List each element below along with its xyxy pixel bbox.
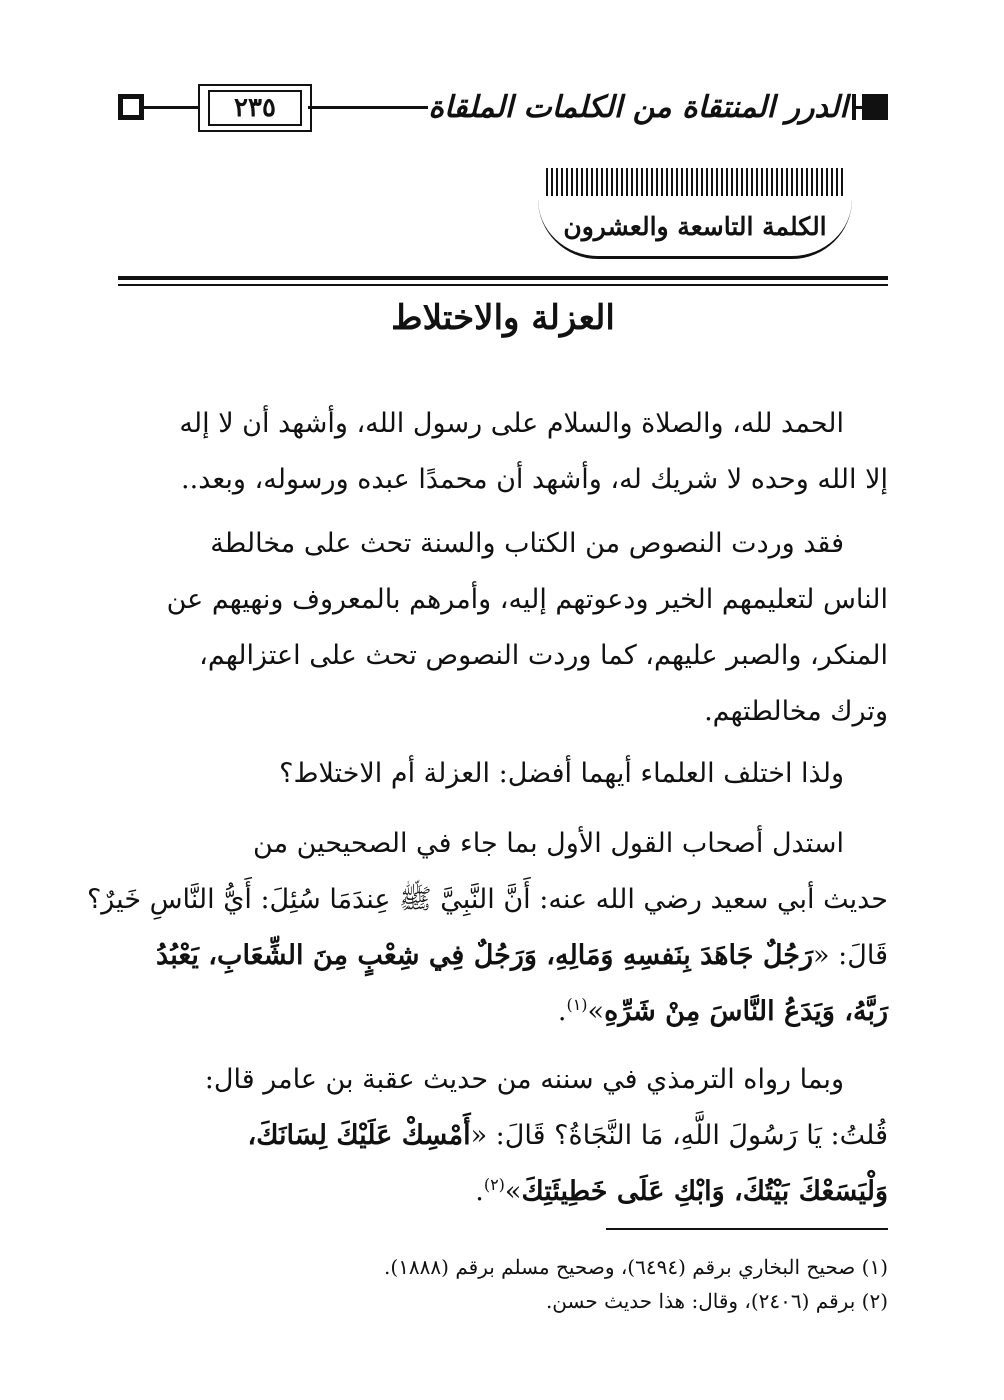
text-run: قُلتُ: يَا رَسُولَ اللَّهِ، مَا النَّجَاةُ؟ قَالَ: « [470, 1120, 888, 1151]
text-run: » [504, 1176, 522, 1207]
page-number-frame [198, 84, 312, 132]
text-line: المنكر، والصبر عليهم، كما وردت النصوص تحث على اعتزالهم، [199, 640, 888, 671]
chapter-title: العزلة والاختلاط [391, 298, 615, 338]
text-line: حديث أبي سعيد رضي الله عنه: أَنَّ النَّبِيَّ ﷺ عِندَمَا سُئِلَ: أَيُّ النَّاسِ خَيرٌ؟ [86, 884, 888, 915]
hadith-quote: وَلْيَسَعْكَ بَيْتُكَ، وَابْكِ عَلَى خَطِيئَتِكَ [521, 1176, 888, 1207]
paragraph-texts [118, 516, 888, 740]
text-line [118, 1164, 888, 1220]
footnote-rule [606, 1228, 888, 1230]
footnote: (٢) برقم (٢٤٠٦)، وقال: هذا حديث حسن. [545, 1289, 888, 1313]
header-end-ornament [862, 94, 888, 120]
paragraph-question [118, 746, 888, 802]
header-rule [144, 106, 200, 109]
paragraph-intro [118, 396, 888, 508]
chapter-rule [118, 276, 888, 280]
chapter-rule [118, 284, 888, 286]
text-run: . [475, 1176, 484, 1207]
footnote-ref: (٢) [483, 1175, 505, 1194]
header-rule [308, 106, 430, 109]
text-line [118, 928, 888, 984]
text-line: استدل أصحاب القول الأول بما جاء في الصحيحين من [253, 828, 844, 859]
header-end-ornament [118, 94, 144, 120]
page-number: ٢٣٥ [208, 90, 302, 126]
running-header [118, 78, 888, 138]
text-run: » [587, 996, 605, 1027]
text-run: . [557, 996, 567, 1027]
text-line: الناس لتعليمهم الخير ودعوتهم إليه، وأمرهم بالمعروف ونهيهم عن [166, 584, 888, 615]
hadith-quote: أَمْسِكْ عَلَيْكَ لِسَانَكَ، [247, 1120, 471, 1151]
text-line [118, 1108, 888, 1164]
paragraph-second-evidence [118, 1052, 888, 1220]
hadith-quote: رَبَّهُ، وَيَدَعُ النَّاسَ مِنْ شَرِّهِ [604, 996, 888, 1027]
text-line: ولذا اختلف العلماء أيهما أفضل: العزلة أم الاختلاط؟ [279, 758, 844, 789]
book-title: الدرر المنتقاة من الكلمات الملقاة [428, 84, 848, 130]
text-line: الحمد لله، والصلاة والسلام على رسول الله، وأشهد أن لا إله [179, 408, 844, 439]
text-line: فقد وردت النصوص من الكتاب والسنة تحث على مخالطة [210, 528, 844, 559]
text-line [118, 984, 888, 1040]
chapter-emblem [530, 168, 860, 286]
text-run: قَالَ: « [813, 940, 888, 971]
footnotes [118, 1250, 888, 1318]
paragraph-first-opinion [86, 816, 888, 1040]
chapter-label: الكلمة التاسعة والعشرون [538, 196, 852, 259]
text-line: وترك مخالطتهم. [704, 696, 888, 727]
footnote-ref: (١) [566, 995, 588, 1014]
text-line: وبما رواه الترمذي في سننه من حديث عقبة بن عامر قال: [204, 1064, 844, 1095]
footnote: (١) صحيح البخاري برقم (٦٤٩٤)، وصحيح مسلم برقم (١٨٨٨). [384, 1255, 888, 1279]
hadith-quote: رَجُلٌ جَاهَدَ بِنَفسِهِ وَمَالِهِ، وَرَجُلٌ فِي شِعْبٍ مِنَ الشِّعَابِ، يَعْبُدُ [156, 940, 814, 971]
text-line: إلا الله وحده لا شريك له، وأشهد أن محمدًا عبده ورسوله، وبعد.. [181, 464, 888, 495]
